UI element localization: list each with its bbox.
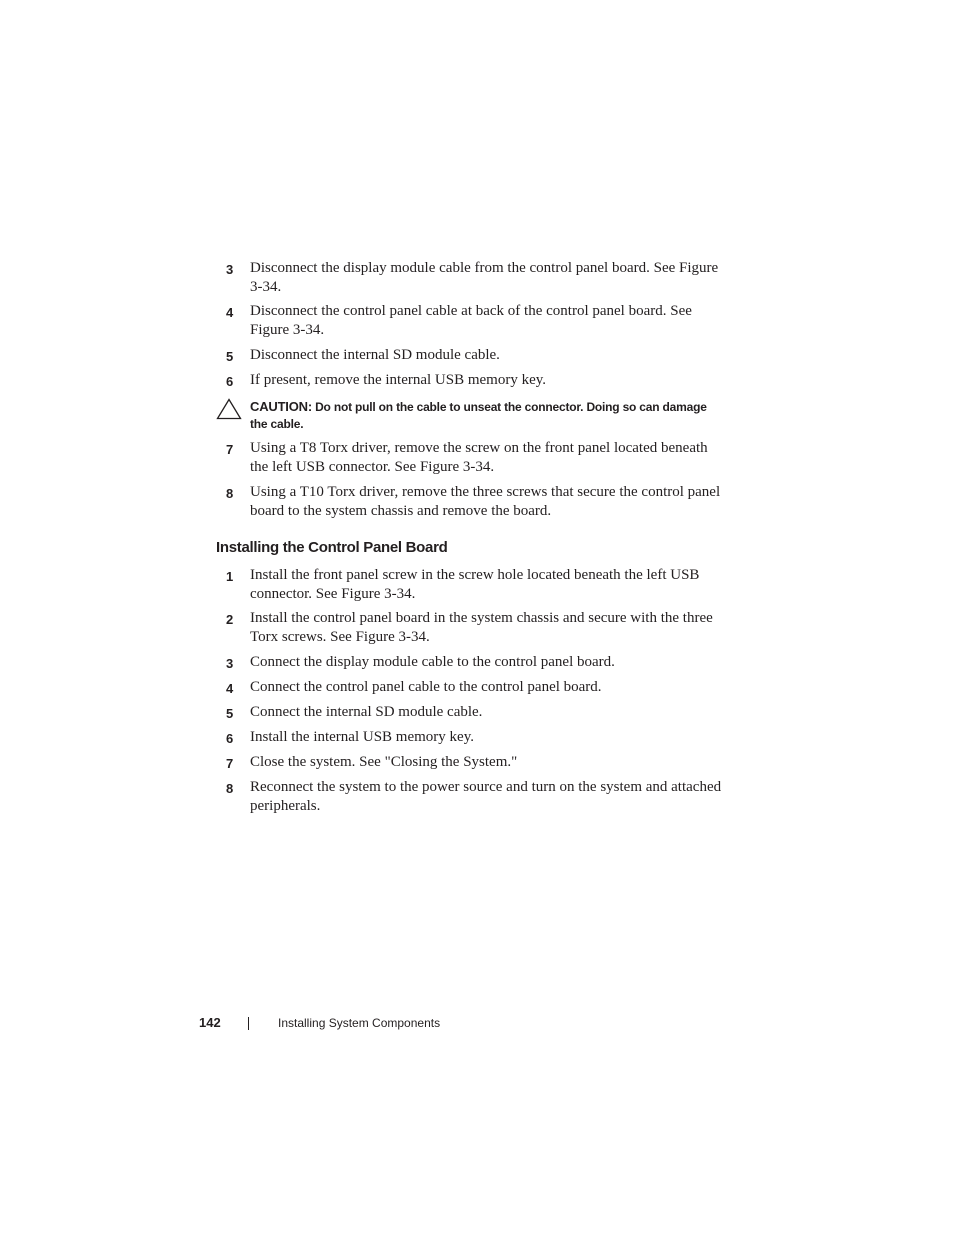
- step-number: 4: [226, 681, 233, 696]
- install-step-3: [226, 653, 726, 672]
- install-step-5: [226, 703, 726, 722]
- section-heading: Installing the Control Panel Board: [216, 539, 448, 556]
- step-number: 1: [226, 569, 233, 584]
- step-text: Install the internal USB memory key.: [250, 729, 474, 745]
- removal-step-7: [226, 439, 726, 477]
- step-text: Close the system. See "Closing the System.": [250, 754, 518, 770]
- removal-step-3: [226, 259, 726, 297]
- step-text: Using a T10 Torx driver, remove the three screws that secure the control panel board to the system chassis and remove the board.: [250, 484, 721, 519]
- caution-text-block: [250, 398, 726, 433]
- step-text: Disconnect the internal SD module cable.: [250, 347, 500, 363]
- step-text: Disconnect the control panel cable at back of the control panel board. See Figure 3-34.: [250, 303, 692, 338]
- step-number: 2: [226, 612, 233, 627]
- step-number: 8: [226, 486, 233, 501]
- step-number: 3: [226, 656, 233, 671]
- removal-step-4: [226, 302, 726, 340]
- caution-message: Do not pull on the cable to unseat the connector. Doing so can damage the cable.: [250, 400, 707, 431]
- step-number: 3: [226, 262, 233, 277]
- chapter-title: Installing System Components: [278, 1016, 441, 1030]
- install-step-2: [226, 609, 726, 647]
- step-text: Connect the internal SD module cable.: [250, 704, 483, 720]
- page-number: 142: [199, 1015, 221, 1030]
- step-number: 6: [226, 731, 233, 746]
- removal-step-5: [226, 346, 726, 365]
- step-text: If present, remove the internal USB memory key.: [250, 372, 547, 388]
- caution-triangle-icon: [216, 398, 242, 420]
- step-number: 8: [226, 781, 233, 796]
- removal-step-6: [226, 371, 726, 390]
- install-step-1: [226, 566, 726, 604]
- install-step-7: [226, 753, 726, 772]
- step-number: 6: [226, 374, 233, 389]
- caution-label: CAUTION:: [250, 399, 312, 414]
- step-number: 4: [226, 305, 233, 320]
- install-step-4: [226, 678, 726, 697]
- step-number: 7: [226, 442, 233, 457]
- footer-divider: [248, 1017, 249, 1030]
- step-number: 7: [226, 756, 233, 771]
- step-text: Connect the display module cable to the control panel board.: [250, 654, 615, 670]
- step-text: Disconnect the display module cable from the control panel board. See Figure 3-34.: [250, 260, 719, 295]
- step-text: Connect the control panel cable to the control panel board.: [250, 679, 602, 695]
- step-number: 5: [226, 706, 233, 721]
- step-text: Install the control panel board in the system chassis and secure with the three Torx screws. See Figure 3-34.: [250, 610, 713, 645]
- install-step-6: [226, 728, 726, 747]
- step-text: Using a T8 Torx driver, remove the screw on the front panel located beneath the left USB connector. See Figure 3-34.: [250, 440, 708, 475]
- install-step-8: [226, 778, 726, 816]
- removal-step-8: [226, 483, 726, 521]
- step-number: 5: [226, 349, 233, 364]
- step-text: Reconnect the system to the power source and turn on the system and attached peripherals.: [250, 779, 722, 814]
- caution-notice: [216, 398, 726, 433]
- step-text: Install the front panel screw in the screw hole located beneath the left USB connector. See Figure 3-34.: [250, 567, 700, 602]
